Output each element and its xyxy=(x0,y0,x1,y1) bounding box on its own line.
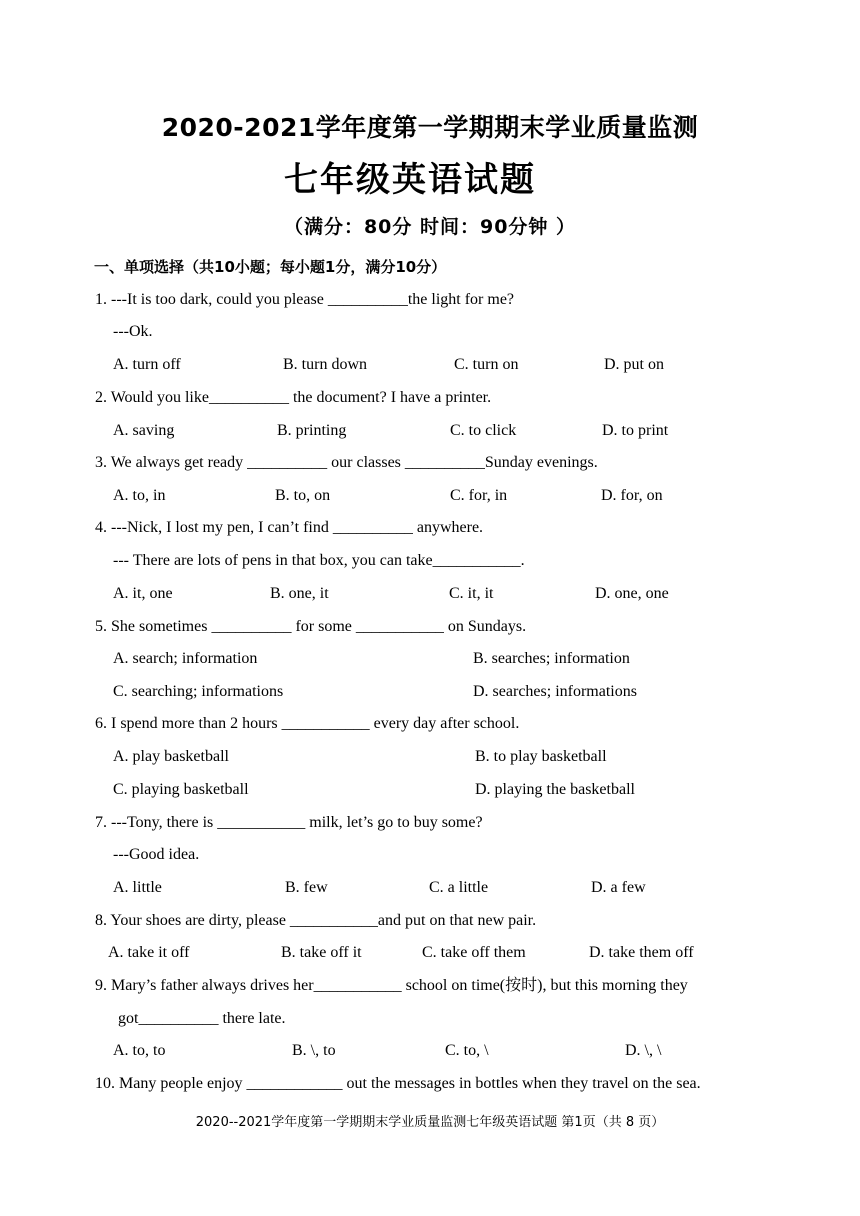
question-9-option-b: B. \, to xyxy=(292,1042,336,1059)
question-3-option-b: B. to, on xyxy=(275,487,331,504)
question-2-stem: 2. Would you like__________ the document? I have a printer. xyxy=(95,389,492,406)
question-8-option-b: B. take off it xyxy=(281,944,362,961)
question-7-reply: ---Good idea. xyxy=(113,846,200,863)
question-4-option-a: A. it, one xyxy=(113,585,173,602)
question-5-option-b: B. searches; information xyxy=(473,650,630,667)
question-9-continuation: got__________ there late. xyxy=(118,1010,286,1027)
question-1-stem: 1. ---It is too dark, could you please __________the light for me? xyxy=(95,291,515,308)
question-2-option-a: A. saving xyxy=(113,422,175,439)
question-5-option-d: D. searches; informations xyxy=(473,683,637,700)
question-1-option-b: B. turn down xyxy=(283,356,367,373)
question-2-option-c: C. to click xyxy=(450,422,517,439)
question-1-reply: ---Ok. xyxy=(113,323,153,340)
question-7-option-b: B. few xyxy=(285,879,328,896)
question-7-option-c: C. a little xyxy=(429,879,489,896)
question-3-option-c: C. for, in xyxy=(450,487,508,504)
question-6-option-d: D. playing the basketball xyxy=(475,781,635,798)
question-5-stem: 5. She sometimes __________ for some ___________ on Sundays. xyxy=(95,618,527,635)
question-3-option-a: A. to, in xyxy=(113,487,166,504)
question-8-stem: 8. Your shoes are dirty, please ___________and put on that new pair. xyxy=(95,912,537,929)
question-7-stem: 7. ---Tony, there is ___________ milk, let’s go to buy some? xyxy=(95,814,483,831)
question-9-option-d: D. \, \ xyxy=(625,1042,662,1059)
question-1-option-d: D. put on xyxy=(604,356,664,373)
exam-title: 2020-2021学年度第一学期期末学业质量监测 xyxy=(161,113,699,142)
question-7-option-d: D. a few xyxy=(591,879,646,896)
question-6-option-b: B. to play basketball xyxy=(475,748,607,765)
question-4-reply: --- There are lots of pens in that box, you can take___________. xyxy=(113,552,525,569)
page-footer: 2020--2021学年度第一学期期末学业质量监测七年级英语试题 第1页（共 8 页） xyxy=(195,1115,665,1130)
exam-subject-title: 七年级英语试题 xyxy=(284,160,536,200)
question-7-option-a: A. little xyxy=(113,879,162,896)
question-6-option-a: A. play basketball xyxy=(113,748,229,765)
question-4-stem: 4. ---Nick, I lost my pen, I can’t find __________ anywhere. xyxy=(95,519,484,536)
question-3-option-d: D. for, on xyxy=(601,487,663,504)
question-9-option-c: C. to, \ xyxy=(445,1042,489,1059)
question-2-option-d: D. to print xyxy=(602,422,669,439)
question-5-option-a: A. search; information xyxy=(113,650,258,667)
question-4-option-b: B. one, it xyxy=(270,585,329,602)
question-3-stem: 3. We always get ready __________ our classes __________Sunday evenings. xyxy=(95,454,598,471)
question-8-option-a: A. take it off xyxy=(108,944,190,961)
question-4-option-c: C. it, it xyxy=(449,585,494,602)
question-9-option-a: A. to, to xyxy=(113,1042,166,1059)
question-2-option-b: B. printing xyxy=(277,422,347,439)
question-4-option-d: D. one, one xyxy=(595,585,669,602)
question-5-option-c: C. searching; informations xyxy=(113,683,284,700)
question-10-stem: 10. Many people enjoy ____________ out the messages in bottles when they travel on the sea. xyxy=(95,1075,701,1092)
question-6-stem: 6. I spend more than 2 hours ___________ every day after school. xyxy=(95,715,520,732)
section-heading: 一、单项选择（共10小题；每小题1分，满分10分） xyxy=(94,258,447,276)
question-8-option-c: C. take off them xyxy=(422,944,526,961)
question-1-option-c: C. turn on xyxy=(454,356,519,373)
question-8-option-d: D. take them off xyxy=(589,944,694,961)
question-9-stem: 9. Mary’s father always drives her___________ school on time(按时), but this morning they xyxy=(95,977,688,994)
question-1-option-a: A. turn off xyxy=(113,356,181,373)
exam-score-time: （满分：80分 时间：90分钟 ） xyxy=(283,216,577,238)
question-6-option-c: C. playing basketball xyxy=(113,781,249,798)
